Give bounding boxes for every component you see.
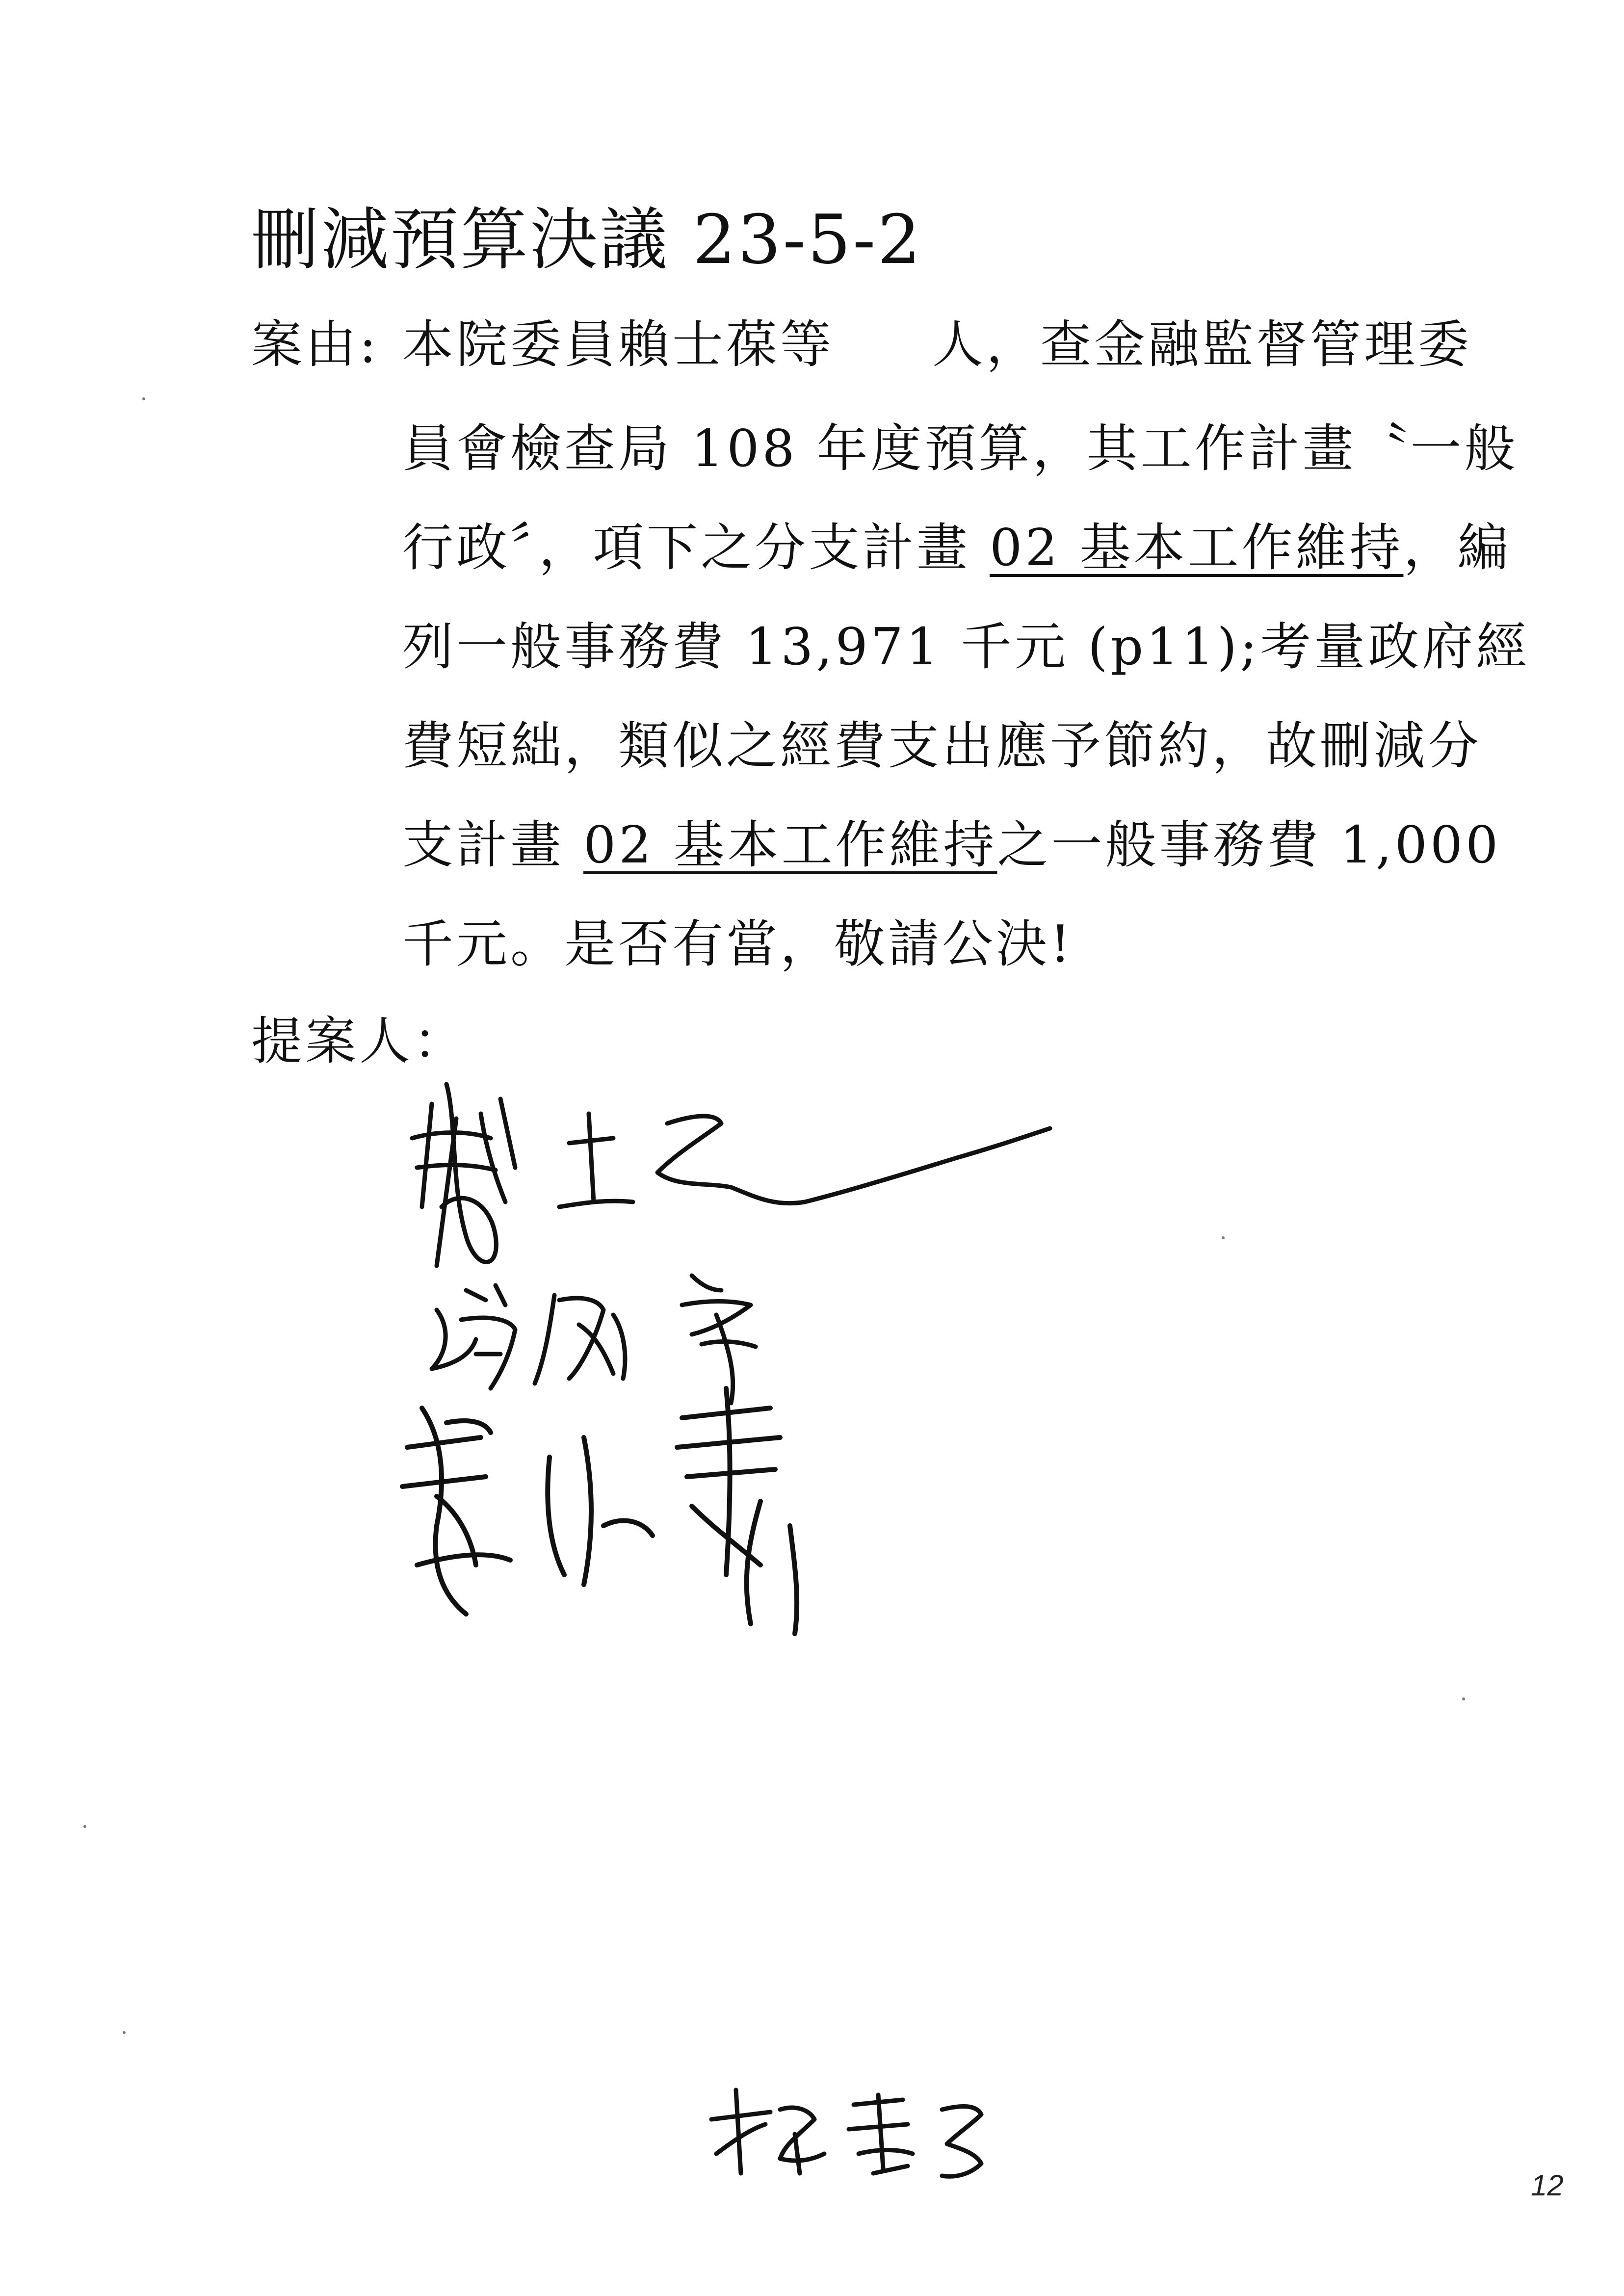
body-line-6	[402, 815, 1501, 875]
page-title: 刪減預算決議 23-5-2	[251, 200, 923, 279]
underlined-program-name: 02 基本工作維持	[990, 518, 1404, 577]
scan-speck	[1462, 1697, 1465, 1700]
signature-4	[697, 2075, 991, 2193]
body-line-3	[402, 518, 1512, 577]
case-label: 案由:	[251, 314, 380, 374]
body-line-6-start: 支計畫	[402, 815, 584, 875]
body-line-5: 費短絀，類似之經費支出應予節約，故刪減分	[402, 716, 1482, 776]
body-line-2: 員會檢查局 108 年度預算，其工作計畫〝一般	[402, 418, 1519, 478]
body-line-3-start: 行政〞，項下之分支計畫	[402, 518, 990, 577]
body-line-4: 列一般事務費 13,971 千元 (p11);考量政府經	[402, 617, 1530, 677]
scan-speck	[142, 397, 145, 400]
body-line-7: 千元。是否有當，敬請公決!	[402, 914, 1074, 974]
body-line-3-end: ，編	[1403, 518, 1512, 577]
body-line-1-start: 本院委員賴士葆等	[402, 314, 835, 374]
body-line-1	[402, 314, 1472, 374]
scan-speck	[123, 2031, 126, 2034]
scan-speck	[83, 1825, 86, 1828]
underlined-program-name: 02 基本工作維持	[583, 815, 997, 875]
body-line-6-end: 之一般事務費 1,000	[997, 815, 1501, 875]
signature-3	[388, 1379, 878, 1653]
proposer-label: 提案人：	[251, 1011, 468, 1071]
body-line-1-end: 人，查金融監督管理委	[932, 314, 1472, 374]
page-number: 12	[1531, 2169, 1564, 2202]
scan-speck	[1222, 1236, 1225, 1239]
